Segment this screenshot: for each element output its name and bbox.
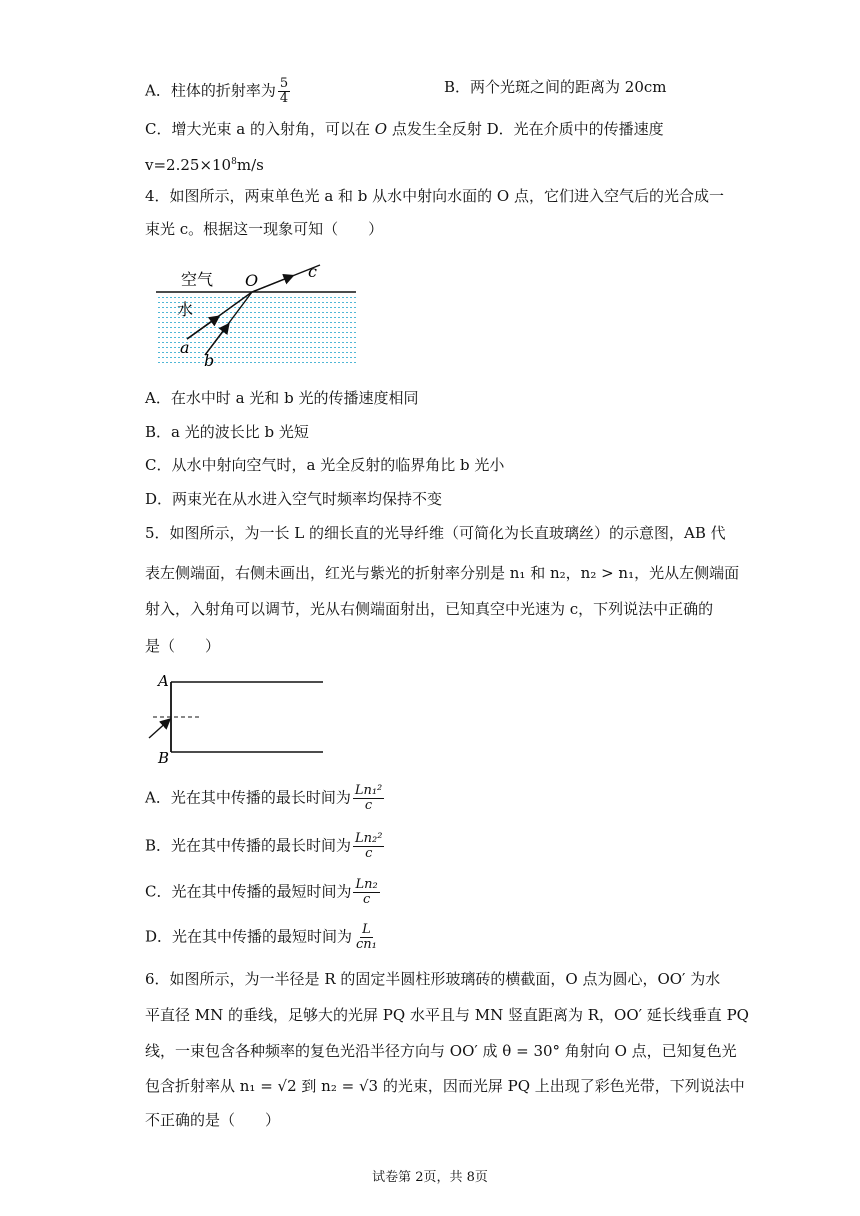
fraction: [353, 878, 379, 907]
q4-option-a: A．在水中时 a 光和 b 光的传播速度相同: [145, 389, 419, 407]
option-text: A．柱体的折射率为: [145, 81, 276, 100]
q6-stem-line4: 包含折射率从 n₁ = √2 到 n₂ = √3 的光束，因而光屏 PQ 上出现了彩色光带，下列说法中: [145, 1077, 745, 1095]
label-air: 空气: [181, 270, 214, 289]
fraction: [353, 784, 384, 813]
fraction-numerator: 5: [279, 76, 289, 91]
fraction-denominator: c: [362, 892, 371, 907]
speed-value: v=2.25×10: [145, 156, 232, 174]
fraction: [278, 77, 290, 106]
fraction-denominator: c: [365, 846, 373, 861]
option-text: A．光在其中传播的最长时间为: [145, 788, 351, 807]
q4-stem-line1: 4．如图所示，两束单色光 a 和 b 从水中射向水面的 O 点，它们进入空气后的光合成一: [145, 187, 724, 205]
q5-stem-line3: 射入，入射角可以调节，光从右侧端面射出，已知真空中光速为 c，下列说法中正确的: [145, 600, 714, 618]
label-a: A: [158, 672, 169, 690]
label-b: B: [158, 749, 170, 767]
q5-option-c: [145, 878, 382, 907]
q4-figure: [150, 255, 360, 370]
q3-option-a: [145, 77, 292, 106]
option-text: C．光在其中传播的最短时间为: [145, 882, 352, 901]
q4-option-c: C．从水中射向空气时，a 光全反射的临界角比 b 光小: [145, 456, 505, 474]
q4-option-d: D．两束光在从水进入空气时频率均保持不变: [145, 490, 443, 508]
fraction: [354, 923, 379, 952]
option-text-suffix: 点发生全反射 D．光在介质中的传播速度: [387, 120, 664, 138]
label-water: 水: [177, 300, 194, 319]
q5-stem-line1: 5．如图所示，为一长 L 的细长直的光导纤维（可简化为长直玻璃丝）的示意图，AB 代: [145, 524, 726, 542]
fraction-denominator: c: [364, 798, 373, 813]
q5-option-b: [145, 832, 386, 861]
fraction-denominator: 4: [279, 91, 289, 106]
q5-option-d: [145, 923, 381, 952]
q5-stem-line2: 表左侧端面，右侧未画出，红光与紫光的折射率分别是 n₁ 和 n₂，n₂ > n₁，光从左侧端面: [145, 564, 740, 582]
q4-stem-line2: 束光 c。根据这一现象可知（ ）: [145, 220, 384, 238]
label-o: O: [245, 271, 259, 290]
q6-stem-line3: 线，一束包含各种频率的复色光沿半径方向与 OO′ 成 θ = 30° 角射向 O 点，已知复色光: [145, 1042, 737, 1060]
q4-option-b: B．a 光的波长比 b 光短: [145, 423, 309, 441]
q3-option-c: [145, 119, 664, 139]
q3-option-b: B．两个光斑之间的距离为 20cm: [444, 78, 667, 96]
fraction-numerator: Ln₂²: [355, 831, 383, 846]
q5-option-a: [145, 784, 386, 813]
page-footer: 试卷第 2页，共 8页: [372, 1170, 488, 1185]
speed-unit: m/s: [236, 156, 264, 174]
fraction-numerator: Ln₂: [355, 877, 378, 892]
point-o: O: [374, 120, 388, 138]
label-a: a: [180, 338, 190, 357]
q3-option-d-continued: [145, 152, 264, 175]
q5-stem-line4: 是（ ）: [145, 637, 221, 655]
label-b: b: [204, 351, 215, 370]
incident-ray: [149, 720, 169, 738]
label-c: c: [308, 262, 317, 281]
fraction: [353, 832, 384, 861]
option-text: D．光在其中传播的最短时间为: [145, 927, 353, 946]
q6-stem-line1: 6．如图所示，为一半径是 R 的固定半圆柱形玻璃砖的横截面，O 点为圆心，OO′ 为水: [145, 970, 721, 988]
fraction-denominator: cn₁: [356, 937, 377, 952]
q6-stem-line5: 不正确的是（ ）: [145, 1111, 281, 1129]
fraction-numerator: Ln₁²: [354, 783, 383, 798]
exponent: 8: [231, 157, 237, 167]
fraction-numerator: L: [362, 922, 371, 937]
q5-figure: [145, 668, 335, 768]
option-text: B．光在其中传播的最长时间为: [145, 836, 352, 855]
q6-stem-line2: 平直径 MN 的垂线，足够大的光屏 PQ 水平且与 MN 竖直距离为 R，OO′ 延长线垂直 PQ: [145, 1006, 749, 1024]
option-text: C．增大光束 a 的入射角，可以在: [145, 120, 375, 138]
